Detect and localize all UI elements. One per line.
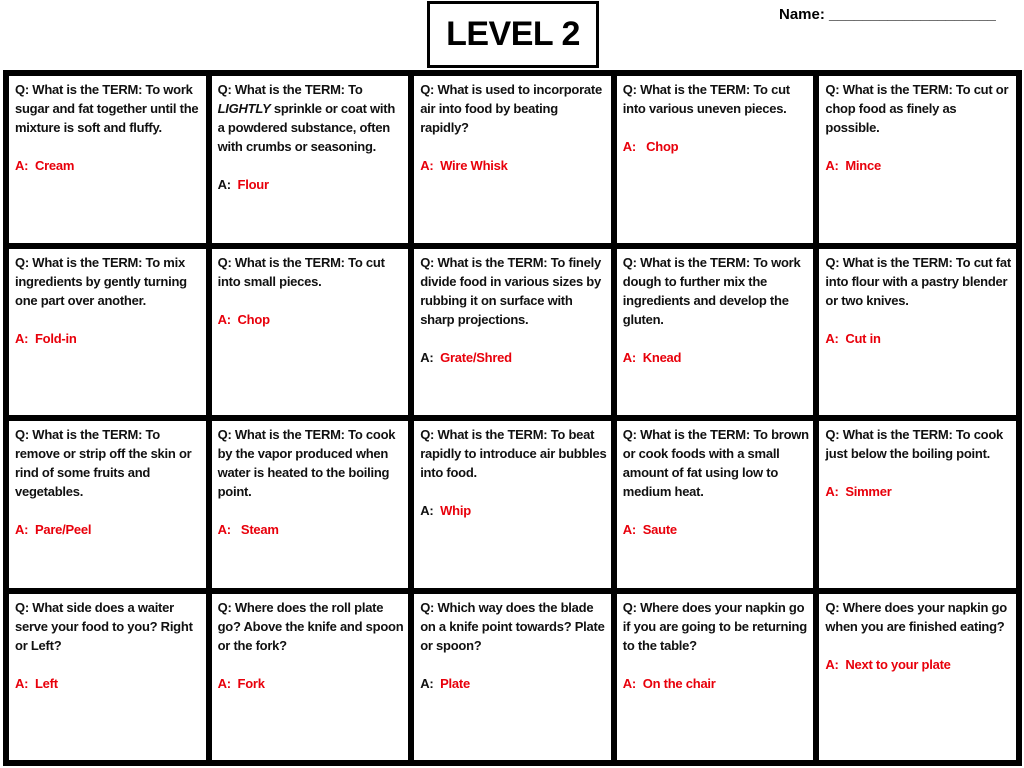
question-card <box>819 249 1016 416</box>
question-card <box>212 249 409 416</box>
question-segment: Q: Which way does the blade on a knife point towards? Plate or spoon? <box>420 599 605 653</box>
question-text <box>15 80 202 137</box>
question-text <box>623 253 810 329</box>
question-segment: Q: What is used to incorporate air into food by beating rapidly? <box>420 82 602 135</box>
question-segment: Q: What is the TERM: To mix ingredients by gently turning one part over another. <box>15 254 187 308</box>
answer-text: Grate/Shred <box>440 349 512 365</box>
answer-prefix: A: <box>825 158 846 173</box>
answer-line <box>15 329 202 348</box>
question-text <box>218 425 405 501</box>
question-card <box>617 249 814 416</box>
answer-text: Simmer <box>845 484 892 499</box>
answer-text: Steam <box>240 522 279 537</box>
question-text <box>15 598 202 655</box>
answer-prefix: A: <box>622 675 643 691</box>
question-card <box>9 594 206 761</box>
answer-text: Cut in <box>845 330 881 346</box>
question-segment: Q: Where does the roll plate go? Above the knife and spoon or the fork? <box>217 599 404 653</box>
question-card <box>617 594 814 761</box>
answer-line <box>825 156 1012 175</box>
answer-prefix: A: <box>420 158 441 173</box>
question-text <box>825 598 1012 636</box>
answer-prefix: A: <box>825 656 846 672</box>
answer-line <box>218 310 405 329</box>
answer-prefix: A: <box>622 349 643 365</box>
answer-text: Cream <box>34 158 75 173</box>
answer-text: Left <box>34 675 58 691</box>
question-segment: Q: What is the TERM: To <box>217 82 363 97</box>
question-card <box>617 76 814 243</box>
answer-text: On the chair <box>642 675 716 691</box>
answer-prefix: A: <box>622 139 647 154</box>
answer-text: Next to your plate <box>845 656 951 672</box>
answer-text: Fold-in <box>34 330 77 346</box>
question-card <box>414 594 611 761</box>
question-segment: Q: What is the TERM: To cook by the vapor produced when water is heated to the boiling point. <box>217 427 396 499</box>
question-segment: Q: What is the TERM: To work dough to further mix the ingredients and develop the gluten. <box>622 254 801 327</box>
question-text <box>15 253 202 310</box>
answer-line <box>420 156 607 175</box>
question-text <box>218 80 405 156</box>
answer-prefix: A: <box>217 177 238 192</box>
answer-prefix: A: <box>217 522 241 537</box>
question-text <box>218 598 405 655</box>
answer-line <box>15 674 202 693</box>
answer-prefix: A: <box>15 522 35 537</box>
question-segment: Q: What is the TERM: To beat rapidly to introduce air bubbles into food. <box>420 427 607 480</box>
question-card <box>212 76 409 243</box>
question-card <box>819 76 1016 243</box>
question-text <box>623 425 810 501</box>
answer-prefix: A: <box>15 675 35 691</box>
answer-line <box>825 329 1012 348</box>
answer-text: Fork <box>237 675 265 691</box>
answer-line <box>15 520 202 539</box>
answer-prefix: A: <box>420 503 441 518</box>
question-text <box>15 425 202 501</box>
answer-line <box>15 156 202 175</box>
answer-text: Flour <box>237 177 269 192</box>
question-segment: Q: What is the TERM: To cut into small pieces. <box>217 254 385 289</box>
answer-line <box>420 501 607 520</box>
answer-prefix: A: <box>420 675 441 691</box>
answer-line <box>218 674 405 693</box>
answer-line <box>623 137 810 156</box>
answer-prefix: A: <box>420 349 441 365</box>
question-card <box>819 421 1016 588</box>
question-card <box>212 421 409 588</box>
answer-line <box>623 520 810 539</box>
question-emphasis: LIGHTLY <box>217 101 271 116</box>
question-text <box>623 598 810 655</box>
name-field-label: Name: ____________________ <box>779 6 996 23</box>
answer-line <box>420 674 607 693</box>
answer-line <box>825 482 1012 501</box>
question-text <box>420 598 607 655</box>
question-segment: Q: What is the TERM: To finely divide food in various sizes by rubbing it on surface with sharp projections. <box>420 254 601 327</box>
question-segment: Q: Where does your napkin go when you are finished eating? <box>825 599 1007 634</box>
answer-line <box>825 655 1012 674</box>
answer-text: Knead <box>642 349 682 365</box>
question-segment: Q: What is the TERM: To work sugar and fat together until the mixture is soft and fluffy. <box>15 82 199 135</box>
answer-text: Whip <box>440 503 471 518</box>
answer-prefix: A: <box>15 158 35 173</box>
question-card <box>9 76 206 243</box>
question-card <box>9 249 206 416</box>
question-card <box>414 249 611 416</box>
answer-line <box>218 520 405 539</box>
question-text <box>420 80 607 137</box>
question-segment: Q: What is the TERM: To cut into various uneven pieces. <box>622 82 790 116</box>
answer-text: Chop <box>646 139 679 154</box>
question-card <box>414 76 611 243</box>
answer-line <box>623 348 810 367</box>
question-card <box>414 421 611 588</box>
question-text <box>825 253 1012 310</box>
answer-line <box>218 175 405 194</box>
answer-text: Mince <box>845 158 881 173</box>
question-segment: Q: What is the TERM: To cut or chop food as finely as possible. <box>825 82 1009 135</box>
question-text <box>623 80 810 118</box>
answer-prefix: A: <box>622 522 643 537</box>
answer-prefix: A: <box>15 330 35 346</box>
answer-line <box>623 674 810 693</box>
answer-line <box>420 348 607 367</box>
answer-prefix: A: <box>825 330 846 346</box>
question-text <box>825 425 1012 463</box>
question-segment: Q: What is the TERM: To brown or cook foods with a small amount of fat using low to medium heat. <box>622 427 809 499</box>
question-segment: Q: What side does a waiter serve your food to you? Right or Left? <box>15 599 193 653</box>
level-title: LEVEL 2 <box>427 1 599 68</box>
question-text <box>825 80 1012 137</box>
answer-prefix: A: <box>217 675 238 691</box>
answer-text: Pare/Peel <box>34 522 92 537</box>
question-segment: Q: What is the TERM: To cook just below the boiling point. <box>825 427 1004 461</box>
question-card <box>617 421 814 588</box>
answer-text: Plate <box>440 675 470 691</box>
question-text <box>420 425 607 482</box>
answer-text: Chop <box>237 311 270 327</box>
answer-text: Saute <box>642 522 677 537</box>
question-grid <box>3 70 1022 766</box>
question-segment: Q: What is the TERM: To remove or strip off the skin or rind of some fruits and vegetables. <box>15 427 192 499</box>
question-segment: Q: What is the TERM: To cut fat into flour with a pastry blender or two knives. <box>825 254 1011 308</box>
question-text <box>218 253 405 291</box>
answer-text: Wire Whisk <box>440 158 508 173</box>
question-text <box>420 253 607 329</box>
question-card <box>9 421 206 588</box>
answer-prefix: A: <box>825 484 846 499</box>
question-segment: Q: Where does your napkin go if you are going to be returning to the table? <box>622 599 807 653</box>
answer-prefix: A: <box>217 311 238 327</box>
question-card <box>212 594 409 761</box>
question-segment: sprinkle or coat with a powdered substance, often with crumbs or seasoning. <box>217 101 396 154</box>
question-card <box>819 594 1016 761</box>
